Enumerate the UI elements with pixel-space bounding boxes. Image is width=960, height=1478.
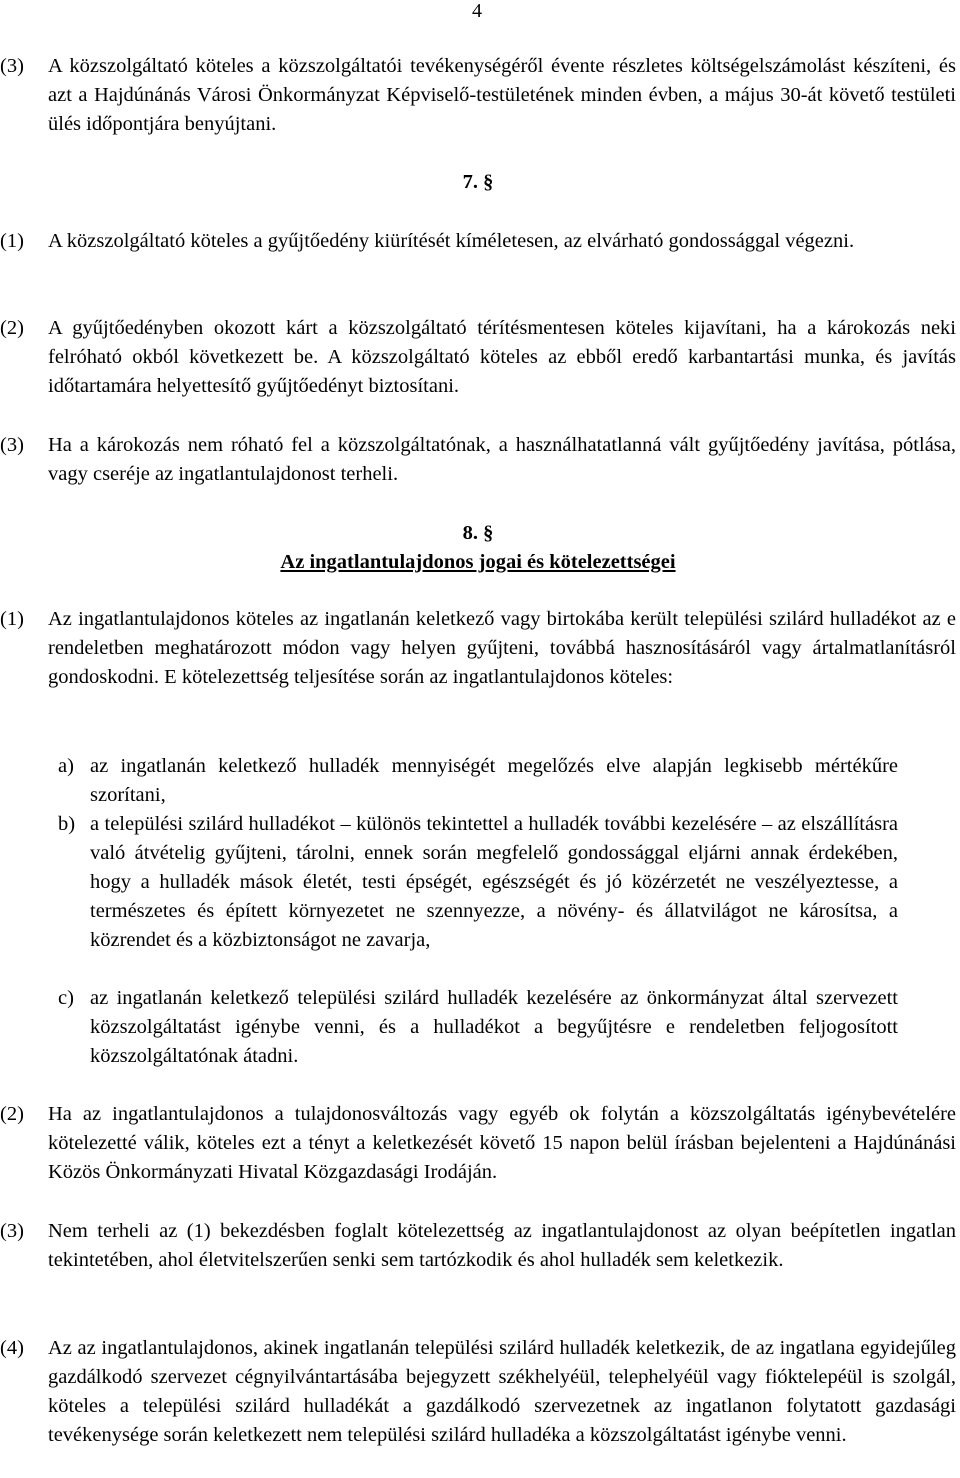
paragraph-text: Az az ingatlantulajdonos, akinek ingatlanán települési szilárd hulladék keletkezik, de az ingatlana egyidejűleg gazdálkodó szervezet cégnyilvántartásába bejegyzett székhelyéül, telephelyéül vagy fióktelepéül is szolgál, köteles a települési szilárd hulladékát a gazdálkodó szervezetnek az ingatlanon folytatott gazdasági tevékenysége során keletkezett nem települési szilárd hulladéka a közszolgáltatást igénybe venni.	[48, 1337, 956, 1446]
paragraph-text: Ha az ingatlantulajdonos a tulajdonosváltozás vagy egyéb ok folytán a közszolgáltatás igénybevételére kötelezetté válik, köteles ezt a tényt a keletkezését követő 15 napon belül írásban bejelenteni a Hajdúnánási Közös Önkormányzati Hivatal Közgazdasági Irodáján.	[48, 1103, 956, 1183]
section-7-heading: 7. §	[462, 171, 494, 193]
paragraph-text: A közszolgáltató köteles a gyűjtőedény kiürítését kíméletesen, az elvárható gondossággal végezni.	[48, 230, 855, 252]
paragraph-number: (3)	[0, 434, 24, 456]
list-item-label: c)	[58, 987, 74, 1009]
paragraph-8-1	[0, 605, 956, 692]
paragraph-7-1	[0, 227, 956, 256]
paragraph-number: (2)	[0, 1103, 24, 1125]
paragraph-8-3	[0, 1217, 956, 1275]
paragraph-number: (3)	[0, 1220, 24, 1242]
list-item-label: a)	[58, 755, 74, 777]
page-number: 4	[472, 0, 482, 22]
paragraph-text: Ha a károkozás nem róható fel a közszolgáltatónak, a használhatatlanná vált gyűjtőedény javítása, pótlása, vagy cseréje az ingatlantulajdonost terheli.	[48, 434, 956, 485]
list-item-a	[48, 752, 898, 810]
list-item-b	[48, 810, 898, 955]
paragraph-number: (4)	[0, 1337, 24, 1359]
paragraph-text: Nem terheli az (1) bekezdésben foglalt kötelezettség az ingatlantulajdonost az olyan beépítetlen ingatlan tekintetében, ahol életvitelszerűen senki sem tartózkodik és ahol hulladék sem keletkezik.	[48, 1220, 956, 1271]
paragraph-number: (1)	[0, 230, 24, 252]
paragraph-number: (1)	[0, 608, 24, 630]
list-item-c	[48, 984, 898, 1071]
section-8-title: Az ingatlantulajdonos jogai és kötelezettségei	[280, 551, 676, 573]
list-item-text: a települési szilárd hulladékot – különös tekintettel a hulladék további kezelésére – az elszállításra való átvételig gyűjteni, tárolni, ennek során megfelelő gondossággal eljárni annak érdekében, hogy a hulladék mások életét, testi épségét, egészségét és jó közérzetét ne veszélyeztesse, a természetes és épített környezetet ne szennyezze, a növény- és állatvilágot ne károsítsa, a közrendet és a közbiztonságot ne zavarja,	[90, 813, 898, 951]
paragraph-6-3	[0, 52, 956, 139]
paragraph-8-2	[0, 1100, 956, 1187]
list-item-label: b)	[58, 813, 76, 835]
list-item-text: az ingatlanán keletkező hulladék mennyiségét megelőzés elve alapján legkisebb mértékűre szorítani,	[90, 755, 898, 806]
paragraph-8-4	[0, 1334, 956, 1450]
list-item-text: az ingatlanán keletkező települési szilárd hulladék kezelésére az önkormányzat által szervezett közszolgáltatást igénybe venni, és a hulladékot a begyűjtésre e rendeletben feljogosított közszolgáltatónak átadni.	[90, 987, 898, 1067]
section-8-heading: 8. §	[462, 522, 494, 544]
paragraph-text: Az ingatlantulajdonos köteles az ingatlanán keletkező vagy birtokába került települési szilárd hulladékot az e rendeletben meghatározott módon vagy helyen gyűjteni, továbbá hasznosításáról vagy ártalmatlanításról gondoskodni. E kötelezettség teljesítése során az ingatlantulajdonos köteles:	[48, 608, 956, 688]
paragraph-7-2	[0, 314, 956, 401]
paragraph-number: (3)	[0, 55, 24, 77]
paragraph-number: (2)	[0, 317, 24, 339]
paragraph-text: A gyűjtőedényben okozott kárt a közszolgáltató térítésmentesen köteles kijavítani, ha a károkozás neki felróható okból következett be. A közszolgáltató köteles az ebből eredő karbantartási munka, és javítás időtartamára helyettesítő gyűjtőedényt biztosítani.	[48, 317, 956, 397]
paragraph-7-3	[0, 431, 956, 489]
paragraph-text: A közszolgáltató köteles a közszolgáltatói tevékenységéről évente részletes költségelszámolást készíteni, és azt a Hajdúnánás Városi Önkormányzat Képviselő-testületének minden évben, a május 30-át követő testületi ülés időpontjára benyújtani.	[48, 55, 956, 135]
